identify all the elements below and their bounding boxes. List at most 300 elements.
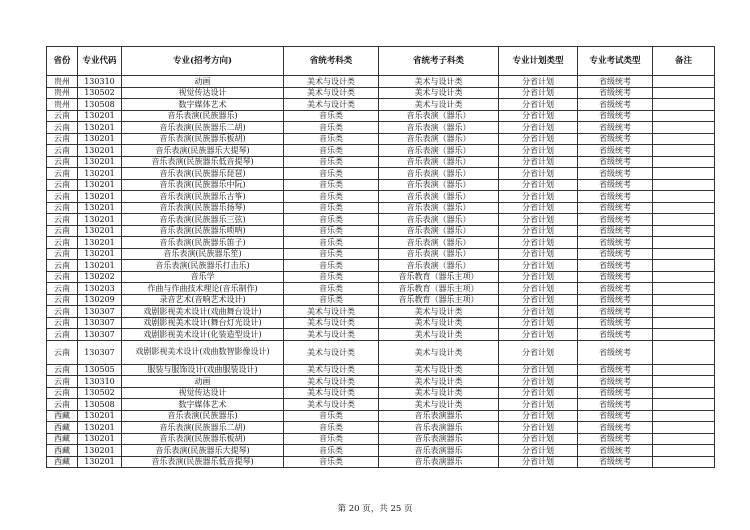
table-row	[47, 422, 715, 434]
cell-major: 作曲与作曲技术理论(音乐制作)	[122, 283, 284, 295]
cell-province: 云南	[47, 294, 78, 306]
cell-exam-type: 省级统考	[578, 456, 653, 468]
cell-remarks	[653, 317, 715, 329]
header-exam-category: 省统考科类	[284, 47, 379, 76]
header-exam-subcategory: 省统考子科类	[379, 47, 499, 76]
table-row	[47, 237, 715, 249]
cell-plan-type: 分省计划	[499, 225, 578, 237]
table-row	[47, 110, 715, 122]
cell-major-code: 130307	[78, 306, 122, 318]
cell-exam-category: 音乐类	[284, 248, 379, 260]
cell-province: 贵州	[47, 99, 78, 111]
cell-major: 音乐表演(民族器乐大提琴)	[122, 145, 284, 157]
cell-province: 西藏	[47, 433, 78, 445]
cell-major-code: 130201	[78, 145, 122, 157]
cell-exam-subcategory: 美术与设计类	[379, 306, 499, 318]
cell-exam-subcategory: 美术与设计类	[379, 399, 499, 411]
cell-exam-type: 省级统考	[578, 237, 653, 249]
cell-exam-category: 美术与设计类	[284, 306, 379, 318]
cell-exam-category: 音乐类	[284, 145, 379, 157]
table-row	[47, 329, 715, 341]
cell-exam-subcategory: 音乐教育（器乐主项）	[379, 271, 499, 283]
cell-major: 音乐表演(民族器乐板胡)	[122, 133, 284, 145]
cell-exam-subcategory: 美术与设计类	[379, 329, 499, 341]
cell-remarks	[653, 248, 715, 260]
cell-exam-subcategory: 音乐表演（器乐）	[379, 225, 499, 237]
cell-province: 云南	[47, 317, 78, 329]
cell-major: 音乐学	[122, 271, 284, 283]
cell-remarks	[653, 445, 715, 457]
cell-province: 云南	[47, 260, 78, 272]
cell-exam-type: 省级统考	[578, 410, 653, 422]
cell-plan-type: 分省计划	[499, 433, 578, 445]
cell-plan-type: 分省计划	[499, 99, 578, 111]
cell-province: 云南	[47, 110, 78, 122]
cell-exam-category: 音乐类	[284, 260, 379, 272]
cell-plan-type: 分省计划	[499, 202, 578, 214]
cell-remarks	[653, 225, 715, 237]
cell-exam-category: 美术与设计类	[284, 399, 379, 411]
cell-major: 音乐表演(民族器乐笙)	[122, 248, 284, 260]
cell-exam-subcategory: 音乐表演器乐	[379, 433, 499, 445]
cell-province: 云南	[47, 168, 78, 180]
table-row	[47, 87, 715, 99]
cell-exam-subcategory: 音乐表演（器乐）	[379, 191, 499, 203]
table-row	[47, 271, 715, 283]
cell-province: 云南	[47, 248, 78, 260]
cell-major-code: 130307	[78, 340, 122, 364]
cell-remarks	[653, 156, 715, 168]
cell-exam-category: 美术与设计类	[284, 387, 379, 399]
cell-remarks	[653, 122, 715, 134]
cell-major: 动画	[122, 376, 284, 388]
cell-major: 戏剧影视美术设计(化装造型设计)	[122, 329, 284, 341]
cell-exam-type: 省级统考	[578, 133, 653, 145]
cell-plan-type: 分省计划	[499, 329, 578, 341]
cell-major: 音乐表演(民族器乐低音提琴)	[122, 156, 284, 168]
cell-major-code: 130201	[78, 179, 122, 191]
table-row	[47, 156, 715, 168]
cell-major-code: 130201	[78, 225, 122, 237]
cell-plan-type: 分省计划	[499, 133, 578, 145]
cell-exam-category: 音乐类	[284, 422, 379, 434]
cell-province: 云南	[47, 399, 78, 411]
cell-exam-type: 省级统考	[578, 202, 653, 214]
cell-major-code: 130201	[78, 214, 122, 226]
cell-major: 音乐表演(民族器乐二胡)	[122, 422, 284, 434]
cell-major: 音乐表演(民族器乐打击乐)	[122, 260, 284, 272]
cell-plan-type: 分省计划	[499, 214, 578, 226]
cell-remarks	[653, 433, 715, 445]
cell-exam-category: 音乐类	[284, 433, 379, 445]
cell-major-code: 130201	[78, 422, 122, 434]
cell-exam-category: 美术与设计类	[284, 317, 379, 329]
cell-exam-subcategory: 音乐表演（器乐）	[379, 156, 499, 168]
cell-major-code: 130201	[78, 168, 122, 180]
cell-plan-type: 分省计划	[499, 191, 578, 203]
cell-exam-type: 省级统考	[578, 110, 653, 122]
cell-major: 服装与服饰设计(戏曲服装设计)	[122, 364, 284, 376]
cell-exam-type: 省级统考	[578, 364, 653, 376]
cell-major: 音乐表演(民族器乐)	[122, 110, 284, 122]
cell-major-code: 130201	[78, 202, 122, 214]
cell-exam-subcategory: 美术与设计类	[379, 376, 499, 388]
cell-plan-type: 分省计划	[499, 122, 578, 134]
cell-exam-subcategory: 美术与设计类	[379, 99, 499, 111]
cell-exam-type: 省级统考	[578, 260, 653, 272]
cell-exam-category: 音乐类	[284, 133, 379, 145]
cell-exam-category: 音乐类	[284, 445, 379, 457]
table-row	[47, 317, 715, 329]
table-header-row	[47, 47, 715, 76]
cell-province: 西藏	[47, 410, 78, 422]
cell-plan-type: 分省计划	[499, 156, 578, 168]
cell-plan-type: 分省计划	[499, 294, 578, 306]
cell-province: 贵州	[47, 76, 78, 88]
cell-exam-category: 音乐类	[284, 225, 379, 237]
header-remarks: 备注	[653, 47, 715, 76]
cell-major-code: 130201	[78, 191, 122, 203]
cell-plan-type: 分省计划	[499, 376, 578, 388]
cell-major-code: 130502	[78, 87, 122, 99]
table-row	[47, 410, 715, 422]
cell-exam-subcategory: 音乐教育（器乐主项）	[379, 294, 499, 306]
cell-exam-subcategory: 音乐表演（器乐）	[379, 248, 499, 260]
cell-major-code: 130203	[78, 283, 122, 295]
cell-exam-type: 省级统考	[578, 283, 653, 295]
cell-major-code: 130201	[78, 433, 122, 445]
cell-major-code: 130201	[78, 445, 122, 457]
cell-major: 音乐表演(民族器乐笛子)	[122, 237, 284, 249]
cell-major: 动画	[122, 76, 284, 88]
cell-exam-category: 音乐类	[284, 179, 379, 191]
cell-exam-type: 省级统考	[578, 156, 653, 168]
cell-province: 西藏	[47, 445, 78, 457]
cell-exam-type: 省级统考	[578, 99, 653, 111]
cell-plan-type: 分省计划	[499, 168, 578, 180]
cell-major: 音乐表演(民族器乐琵琶)	[122, 168, 284, 180]
cell-exam-category: 音乐类	[284, 237, 379, 249]
cell-exam-category: 音乐类	[284, 122, 379, 134]
cell-exam-subcategory: 美术与设计类	[379, 76, 499, 88]
table-row	[47, 133, 715, 145]
cell-province: 云南	[47, 283, 78, 295]
table-row	[47, 260, 715, 272]
cell-province: 云南	[47, 306, 78, 318]
cell-province: 云南	[47, 179, 78, 191]
cell-plan-type: 分省计划	[499, 145, 578, 157]
cell-remarks	[653, 99, 715, 111]
cell-major: 音乐表演(民族器乐低音提琴)	[122, 456, 284, 468]
cell-remarks	[653, 168, 715, 180]
cell-exam-type: 省级统考	[578, 445, 653, 457]
cell-exam-type: 省级统考	[578, 306, 653, 318]
cell-remarks	[653, 387, 715, 399]
cell-province: 云南	[47, 340, 78, 364]
table-row	[47, 445, 715, 457]
cell-major: 视觉传达设计	[122, 387, 284, 399]
cell-plan-type: 分省计划	[499, 271, 578, 283]
cell-province: 西藏	[47, 456, 78, 468]
cell-exam-subcategory: 音乐表演（器乐）	[379, 168, 499, 180]
table-row	[47, 387, 715, 399]
table-row	[47, 294, 715, 306]
cell-exam-type: 省级统考	[578, 340, 653, 364]
cell-plan-type: 分省计划	[499, 76, 578, 88]
cell-remarks	[653, 306, 715, 318]
cell-major-code: 130209	[78, 294, 122, 306]
cell-exam-category: 音乐类	[284, 294, 379, 306]
cell-major-code: 130201	[78, 260, 122, 272]
cell-major: 音乐表演(民族器乐板胡)	[122, 433, 284, 445]
header-plan-type: 专业计划类型	[499, 47, 578, 76]
table-row	[47, 191, 715, 203]
cell-exam-type: 省级统考	[578, 271, 653, 283]
cell-exam-category: 美术与设计类	[284, 376, 379, 388]
cell-remarks	[653, 340, 715, 364]
page-number-footer: 第 20 页，共 25 页	[337, 504, 413, 514]
cell-exam-type: 省级统考	[578, 168, 653, 180]
cell-exam-type: 省级统考	[578, 214, 653, 226]
cell-major: 数字媒体艺术	[122, 399, 284, 411]
cell-plan-type: 分省计划	[499, 283, 578, 295]
cell-exam-type: 省级统考	[578, 329, 653, 341]
cell-exam-subcategory: 音乐表演（器乐）	[379, 145, 499, 157]
cell-major-code: 130201	[78, 133, 122, 145]
cell-exam-type: 省级统考	[578, 122, 653, 134]
cell-exam-type: 省级统考	[578, 422, 653, 434]
cell-major-code: 130202	[78, 271, 122, 283]
cell-plan-type: 分省计划	[499, 364, 578, 376]
cell-major-code: 130307	[78, 317, 122, 329]
cell-remarks	[653, 294, 715, 306]
cell-major-code: 130508	[78, 399, 122, 411]
header-major-code: 专业代码	[78, 47, 122, 76]
cell-exam-subcategory: 美术与设计类	[379, 317, 499, 329]
table-row	[47, 122, 715, 134]
cell-major-code: 130201	[78, 456, 122, 468]
cell-exam-subcategory: 音乐表演（器乐）	[379, 110, 499, 122]
cell-plan-type: 分省计划	[499, 306, 578, 318]
cell-major-code: 130502	[78, 387, 122, 399]
cell-exam-category: 音乐类	[284, 156, 379, 168]
cell-plan-type: 分省计划	[499, 456, 578, 468]
cell-province: 云南	[47, 202, 78, 214]
cell-exam-type: 省级统考	[578, 76, 653, 88]
cell-exam-subcategory: 音乐表演器乐	[379, 456, 499, 468]
cell-major: 音乐表演(民族器乐古筝)	[122, 191, 284, 203]
cell-exam-subcategory: 音乐表演器乐	[379, 445, 499, 457]
cell-remarks	[653, 87, 715, 99]
cell-plan-type: 分省计划	[499, 110, 578, 122]
cell-province: 云南	[47, 156, 78, 168]
cell-exam-type: 省级统考	[578, 433, 653, 445]
header-major: 专业(招考方向)	[122, 47, 284, 76]
cell-exam-type: 省级统考	[578, 248, 653, 260]
cell-exam-category: 音乐类	[284, 214, 379, 226]
cell-exam-category: 音乐类	[284, 283, 379, 295]
table-row	[47, 376, 715, 388]
cell-exam-category: 音乐类	[284, 191, 379, 203]
cell-exam-subcategory: 音乐表演（器乐）	[379, 122, 499, 134]
cell-exam-type: 省级统考	[578, 87, 653, 99]
cell-major: 戏剧影视美术设计(舞台灯光设计)	[122, 317, 284, 329]
cell-major: 音乐表演(民族器乐二胡)	[122, 122, 284, 134]
cell-remarks	[653, 202, 715, 214]
cell-exam-type: 省级统考	[578, 145, 653, 157]
table-row	[47, 340, 715, 364]
cell-major: 录音艺术(音响艺术设计)	[122, 294, 284, 306]
cell-major: 音乐表演(民族器乐唢呐)	[122, 225, 284, 237]
table-row	[47, 179, 715, 191]
table-row	[47, 145, 715, 157]
cell-exam-category: 音乐类	[284, 110, 379, 122]
table-body	[47, 76, 715, 468]
table-row	[47, 214, 715, 226]
table-row	[47, 364, 715, 376]
cell-exam-type: 省级统考	[578, 317, 653, 329]
cell-province: 云南	[47, 271, 78, 283]
cell-plan-type: 分省计划	[499, 445, 578, 457]
cell-major-code: 130310	[78, 376, 122, 388]
cell-exam-subcategory: 美术与设计类	[379, 387, 499, 399]
cell-major: 音乐表演(民族器乐三弦)	[122, 214, 284, 226]
cell-plan-type: 分省计划	[499, 340, 578, 364]
cell-province: 云南	[47, 214, 78, 226]
cell-province: 云南	[47, 237, 78, 249]
cell-exam-type: 省级统考	[578, 387, 653, 399]
cell-province: 云南	[47, 329, 78, 341]
cell-remarks	[653, 133, 715, 145]
cell-plan-type: 分省计划	[499, 179, 578, 191]
cell-exam-category: 美术与设计类	[284, 329, 379, 341]
cell-remarks	[653, 237, 715, 249]
cell-exam-subcategory: 音乐表演（器乐）	[379, 202, 499, 214]
cell-exam-category: 美术与设计类	[284, 364, 379, 376]
table-row	[47, 202, 715, 214]
header-province: 省份	[47, 47, 78, 76]
cell-major: 音乐表演(民族器乐扬琴)	[122, 202, 284, 214]
cell-plan-type: 分省计划	[499, 410, 578, 422]
cell-remarks	[653, 110, 715, 122]
cell-plan-type: 分省计划	[499, 317, 578, 329]
cell-plan-type: 分省计划	[499, 422, 578, 434]
cell-exam-subcategory: 美术与设计类	[379, 87, 499, 99]
cell-plan-type: 分省计划	[499, 387, 578, 399]
cell-major-code: 130310	[78, 76, 122, 88]
cell-remarks	[653, 271, 715, 283]
cell-major: 戏剧影视美术设计(戏曲数智影像设计)	[122, 340, 284, 364]
cell-remarks	[653, 179, 715, 191]
cell-province: 云南	[47, 364, 78, 376]
cell-exam-type: 省级统考	[578, 179, 653, 191]
table-row	[47, 99, 715, 111]
cell-remarks	[653, 376, 715, 388]
enrollment-plan-table	[46, 46, 715, 468]
cell-exam-category: 美术与设计类	[284, 340, 379, 364]
cell-remarks	[653, 456, 715, 468]
cell-remarks	[653, 399, 715, 411]
cell-province: 贵州	[47, 87, 78, 99]
cell-exam-subcategory: 美术与设计类	[379, 364, 499, 376]
cell-major-code: 130307	[78, 329, 122, 341]
cell-exam-category: 音乐类	[284, 202, 379, 214]
cell-exam-subcategory: 音乐教育（器乐主项）	[379, 283, 499, 295]
cell-exam-subcategory: 音乐表演（器乐）	[379, 214, 499, 226]
cell-major-code: 130201	[78, 410, 122, 422]
cell-remarks	[653, 76, 715, 88]
cell-exam-type: 省级统考	[578, 191, 653, 203]
cell-province: 云南	[47, 133, 78, 145]
cell-major-code: 130201	[78, 122, 122, 134]
table-row	[47, 306, 715, 318]
cell-exam-subcategory: 音乐表演器乐	[379, 422, 499, 434]
cell-province: 云南	[47, 225, 78, 237]
table-row	[47, 433, 715, 445]
table-row	[47, 248, 715, 260]
table-row	[47, 168, 715, 180]
cell-remarks	[653, 191, 715, 203]
cell-province: 云南	[47, 122, 78, 134]
cell-major: 音乐表演(民族器乐中阮)	[122, 179, 284, 191]
cell-exam-category: 音乐类	[284, 168, 379, 180]
cell-exam-type: 省级统考	[578, 376, 653, 388]
cell-remarks	[653, 364, 715, 376]
cell-exam-type: 省级统考	[578, 399, 653, 411]
cell-plan-type: 分省计划	[499, 237, 578, 249]
cell-major-code: 130201	[78, 156, 122, 168]
cell-major: 视觉传达设计	[122, 87, 284, 99]
cell-province: 西藏	[47, 422, 78, 434]
cell-exam-category: 音乐类	[284, 410, 379, 422]
cell-major: 数字媒体艺术	[122, 99, 284, 111]
cell-province: 云南	[47, 376, 78, 388]
cell-major-code: 130505	[78, 364, 122, 376]
cell-exam-category: 美术与设计类	[284, 87, 379, 99]
cell-major: 戏剧影视美术设计(戏曲舞台设计)	[122, 306, 284, 318]
header-exam-type: 专业考试类型	[578, 47, 653, 76]
cell-exam-subcategory: 音乐表演器乐	[379, 410, 499, 422]
cell-exam-category: 美术与设计类	[284, 76, 379, 88]
table-row	[47, 456, 715, 468]
cell-major-code: 130508	[78, 99, 122, 111]
cell-exam-category: 美术与设计类	[284, 99, 379, 111]
cell-major: 音乐表演(民族器乐大提琴)	[122, 445, 284, 457]
cell-province: 云南	[47, 387, 78, 399]
cell-remarks	[653, 260, 715, 272]
cell-exam-type: 省级统考	[578, 294, 653, 306]
cell-major-code: 130201	[78, 237, 122, 249]
cell-exam-subcategory: 音乐表演（器乐）	[379, 133, 499, 145]
cell-major: 音乐表演(民族器乐)	[122, 410, 284, 422]
cell-exam-type: 省级统考	[578, 225, 653, 237]
cell-plan-type: 分省计划	[499, 248, 578, 260]
cell-exam-subcategory: 音乐表演（器乐）	[379, 260, 499, 272]
cell-remarks	[653, 283, 715, 295]
cell-major-code: 130201	[78, 248, 122, 260]
table-row	[47, 283, 715, 295]
cell-remarks	[653, 422, 715, 434]
cell-plan-type: 分省计划	[499, 87, 578, 99]
cell-plan-type: 分省计划	[499, 260, 578, 272]
cell-major-code: 130201	[78, 110, 122, 122]
cell-remarks	[653, 329, 715, 341]
cell-province: 云南	[47, 191, 78, 203]
cell-exam-subcategory: 美术与设计类	[379, 340, 499, 364]
cell-exam-category: 音乐类	[284, 271, 379, 283]
cell-remarks	[653, 214, 715, 226]
cell-exam-subcategory: 音乐表演（器乐）	[379, 179, 499, 191]
